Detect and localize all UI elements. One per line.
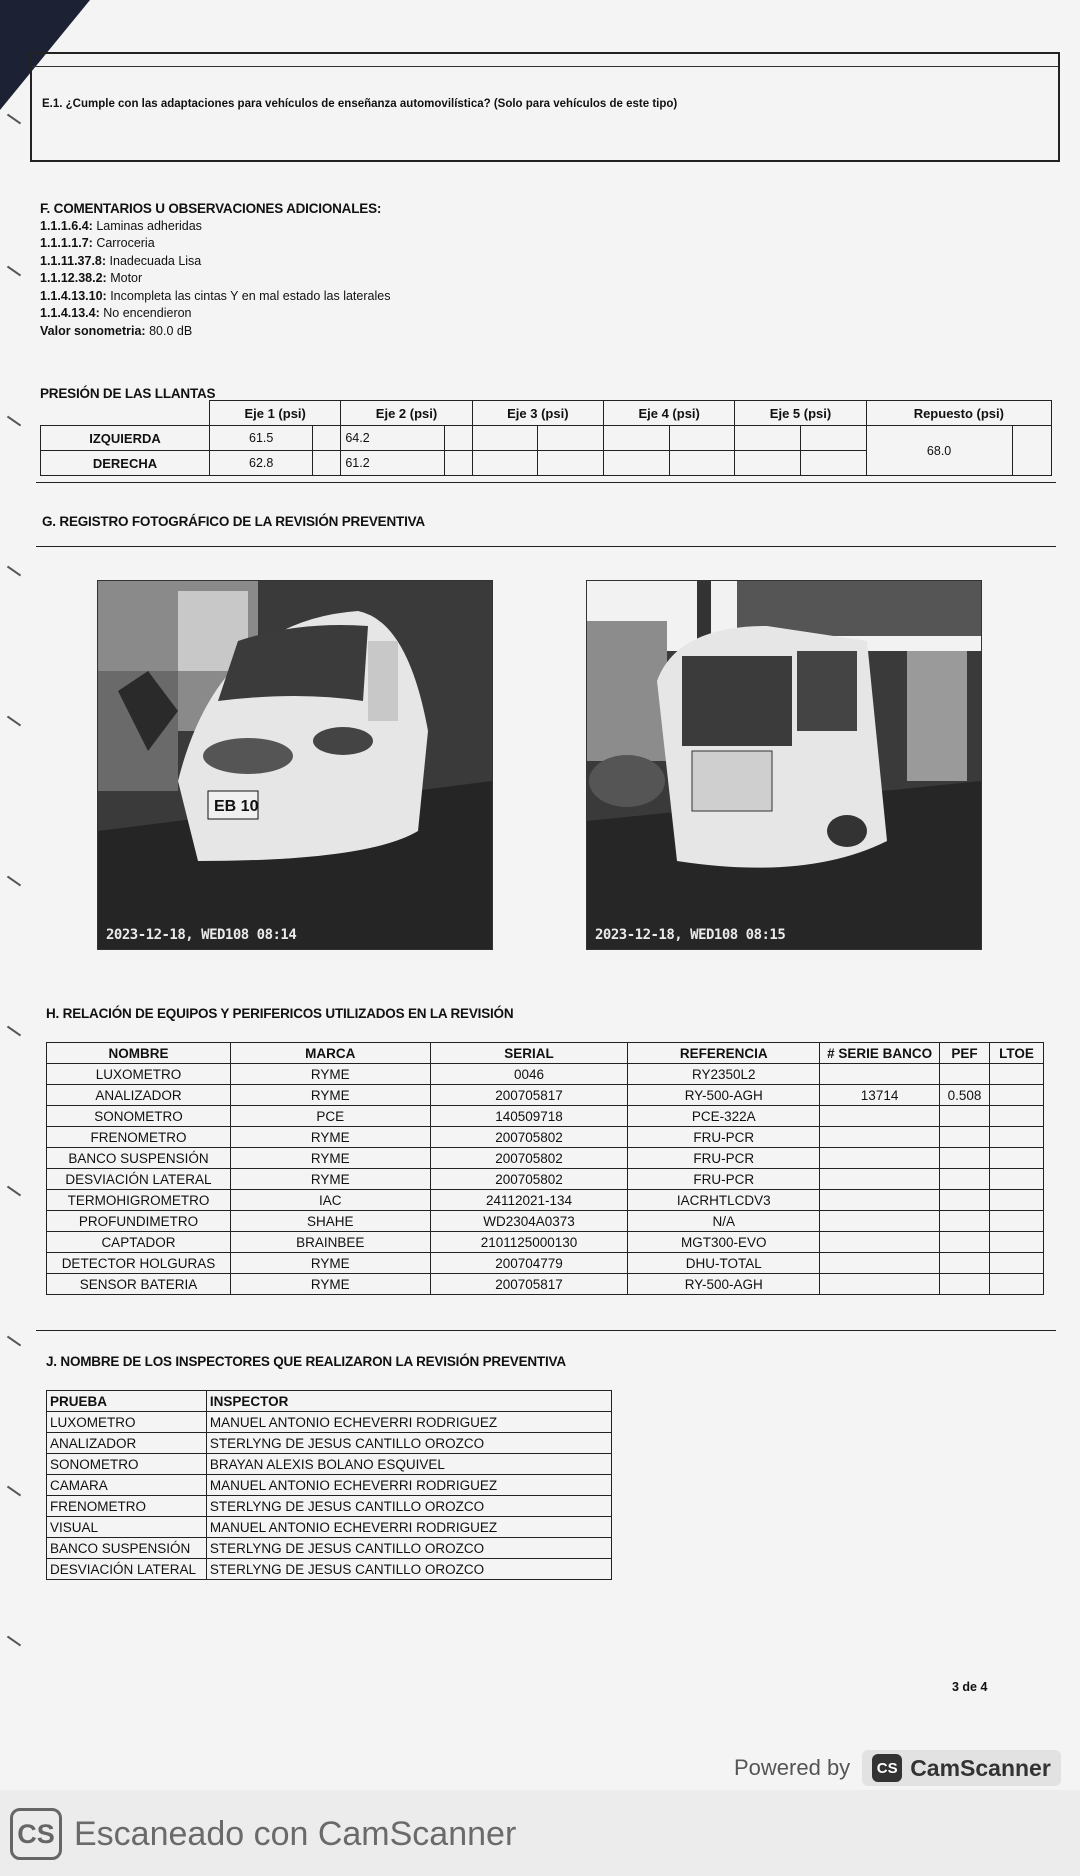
inspector-row <box>47 1454 612 1475</box>
equipment-cell: DESVIACIÓN LATERAL <box>47 1169 231 1190</box>
equipment-cell: LUXOMETRO <box>47 1064 231 1085</box>
equipment-cell <box>820 1148 940 1169</box>
inspector-test: BANCO SUSPENSIÓN <box>47 1538 207 1559</box>
vehicle-front-photo <box>98 581 492 949</box>
equipment-cell: RYME <box>230 1127 430 1148</box>
equipment-cell <box>989 1169 1043 1190</box>
equipment-cell: RYME <box>230 1253 430 1274</box>
tire-header: Eje 5 (psi) <box>735 401 866 426</box>
equipment-cell: 200705817 <box>430 1274 628 1295</box>
inspector-row <box>47 1412 612 1433</box>
inspectors-table <box>46 1390 612 1580</box>
inspector-row <box>47 1538 612 1559</box>
section-e-question: E.1. ¿Cumple con las adaptaciones para vehículos de enseñanza automovilística? (Solo para vehículos de este tipo) <box>42 98 678 110</box>
camscanner-badge <box>862 1750 1061 1786</box>
equipment-cell: FRU-PCR <box>628 1127 820 1148</box>
camscanner-logo-icon: CS <box>872 1754 902 1782</box>
inspector-name: STERLYNG DE JESUS CANTILLO OROZCO <box>206 1538 611 1559</box>
inspector-name: BRAYAN ALEXIS BOLANO ESQUIVEL <box>206 1454 611 1475</box>
equipment-row <box>47 1085 1044 1106</box>
equipment-cell: RYME <box>230 1064 430 1085</box>
equipment-cell: BRAINBEE <box>230 1232 430 1253</box>
equipment-cell <box>820 1190 940 1211</box>
equipment-cell: RYME <box>230 1085 430 1106</box>
equipment-cell: 2101125000130 <box>430 1232 628 1253</box>
sonometria-value: Valor sonometria: 80.0 dB <box>40 323 193 338</box>
inspector-name: STERLYNG DE JESUS CANTILLO OROZCO <box>206 1433 611 1454</box>
spare-value: 68.0 <box>866 426 1012 476</box>
photo-timestamp: 2023-12-18, WED108 08:14 <box>106 927 297 943</box>
tire-pressure-table <box>40 400 1052 476</box>
equipment-cell <box>820 1127 940 1148</box>
inspector-row <box>47 1496 612 1517</box>
equipment-cell <box>989 1253 1043 1274</box>
equipment-cell <box>940 1211 990 1232</box>
observation-item: 1.1.1.6.4: Laminas adheridas <box>40 218 202 233</box>
equipment-header: NOMBRE <box>47 1043 231 1064</box>
equipment-cell <box>940 1232 990 1253</box>
plate-text: EB 10 <box>214 798 259 815</box>
camscanner-brand: CamScanner <box>910 1754 1051 1781</box>
equipment-cell: RYME <box>230 1274 430 1295</box>
page-number: 3 de 4 <box>952 1680 988 1694</box>
tire-header: Eje 2 (psi) <box>341 401 472 426</box>
equipment-cell <box>940 1064 990 1085</box>
tire-header: Repuesto (psi) <box>866 401 1051 426</box>
equipment-cell: 0.508 <box>940 1085 990 1106</box>
equipment-cell: ANALIZADOR <box>47 1085 231 1106</box>
equipment-header: MARCA <box>230 1043 430 1064</box>
observation-item: 1.1.1.1.7: Carroceria <box>40 236 155 250</box>
tire-row-label: IZQUIERDA <box>41 426 210 451</box>
equipment-cell: 200705802 <box>430 1169 628 1190</box>
camscanner-footer-logo-icon: CS <box>10 1808 62 1860</box>
equipment-cell: RY2350L2 <box>628 1064 820 1085</box>
equipment-header: REFERENCIA <box>628 1043 820 1064</box>
equipment-row <box>47 1253 1044 1274</box>
inspector-header: INSPECTOR <box>206 1391 611 1412</box>
equipment-cell: 140509718 <box>430 1106 628 1127</box>
equipment-cell <box>940 1253 990 1274</box>
section-f-observations <box>40 200 390 340</box>
equipment-cell: FRU-PCR <box>628 1148 820 1169</box>
tire-value: 64.2 <box>341 426 444 451</box>
equipment-cell: FRENOMETRO <box>47 1127 231 1148</box>
equipment-cell: 200705802 <box>430 1127 628 1148</box>
inspector-test: LUXOMETRO <box>47 1412 207 1433</box>
equipment-cell <box>820 1106 940 1127</box>
equipment-header: SERIAL <box>430 1043 628 1064</box>
inspector-name: STERLYNG DE JESUS CANTILLO OROZCO <box>206 1559 611 1580</box>
powered-by-watermark <box>734 1746 1061 1790</box>
equipment-cell: MGT300-EVO <box>628 1232 820 1253</box>
equipment-cell <box>989 1232 1043 1253</box>
inspector-test: FRENOMETRO <box>47 1496 207 1517</box>
equipment-cell <box>820 1064 940 1085</box>
equipment-cell: N/A <box>628 1211 820 1232</box>
inspector-row <box>47 1517 612 1538</box>
inspector-test: DESVIACIÓN LATERAL <box>47 1559 207 1580</box>
equipment-cell: FRU-PCR <box>628 1169 820 1190</box>
observation-item: 1.1.4.13.4: No encendieron <box>40 306 192 320</box>
equipment-cell: 13714 <box>820 1085 940 1106</box>
equipment-cell: 200705817 <box>430 1085 628 1106</box>
inspector-row <box>47 1559 612 1580</box>
inspector-test: VISUAL <box>47 1517 207 1538</box>
inspector-name: MANUEL ANTONIO ECHEVERRI RODRIGUEZ <box>206 1475 611 1496</box>
equipment-cell <box>989 1064 1043 1085</box>
section-e-box <box>30 52 1060 162</box>
equipment-cell <box>820 1274 940 1295</box>
equipment-header: LTOE <box>989 1043 1043 1064</box>
tire-row-label: DERECHA <box>41 451 210 476</box>
equipment-cell: PROFUNDIMETRO <box>47 1211 231 1232</box>
equipment-cell <box>989 1085 1043 1106</box>
equipment-cell <box>820 1253 940 1274</box>
section-h-title: H. RELACIÓN DE EQUIPOS Y PERIFERICOS UTILIZADOS EN LA REVISIÓN <box>46 1006 514 1021</box>
tires-title: PRESIÓN DE LAS LLANTAS <box>40 386 216 401</box>
tire-value: 61.2 <box>341 451 444 476</box>
equipment-cell: 200704779 <box>430 1253 628 1274</box>
equipment-row <box>47 1106 1044 1127</box>
equipment-cell <box>989 1148 1043 1169</box>
equipment-row <box>47 1127 1044 1148</box>
inspector-header: PRUEBA <box>47 1391 207 1412</box>
equipment-row <box>47 1232 1044 1253</box>
inspector-row <box>47 1433 612 1454</box>
scan-footer-text: Escaneado con CamScanner <box>74 1814 517 1853</box>
equipment-cell <box>940 1106 990 1127</box>
equipment-cell: RY-500-AGH <box>628 1274 820 1295</box>
equipment-table <box>46 1042 1044 1295</box>
equipment-cell <box>989 1274 1043 1295</box>
section-g-title: G. REGISTRO FOTOGRÁFICO DE LA REVISIÓN PREVENTIVA <box>42 514 425 529</box>
inspector-name: STERLYNG DE JESUS CANTILLO OROZCO <box>206 1496 611 1517</box>
equipment-row <box>47 1274 1044 1295</box>
equipment-cell: PCE <box>230 1106 430 1127</box>
photo-rear <box>586 580 982 950</box>
equipment-cell: 24112021-134 <box>430 1190 628 1211</box>
inspector-test: ANALIZADOR <box>47 1433 207 1454</box>
observation-item: 1.1.4.13.10: Incompleta las cintas Y en mal estado las laterales <box>40 288 391 303</box>
equipment-cell <box>940 1148 990 1169</box>
equipment-cell <box>989 1211 1043 1232</box>
equipment-cell: 0046 <box>430 1064 628 1085</box>
equipment-cell: SHAHE <box>230 1211 430 1232</box>
section-f-title: F. COMENTARIOS U OBSERVACIONES ADICIONALES: <box>40 201 382 216</box>
equipment-cell <box>820 1232 940 1253</box>
equipment-cell: DHU-TOTAL <box>628 1253 820 1274</box>
equipment-cell: CAPTADOR <box>47 1232 231 1253</box>
equipment-cell <box>940 1127 990 1148</box>
equipment-cell: IAC <box>230 1190 430 1211</box>
equipment-row <box>47 1148 1044 1169</box>
equipment-cell: WD2304A0373 <box>430 1211 628 1232</box>
observation-item: 1.1.11.37.8: Inadecuada Lisa <box>40 253 202 268</box>
equipment-header: # SERIE BANCO <box>820 1043 940 1064</box>
equipment-cell: RY-500-AGH <box>628 1085 820 1106</box>
equipment-cell: DETECTOR HOLGURAS <box>47 1253 231 1274</box>
equipment-cell: RYME <box>230 1169 430 1190</box>
tire-header: Eje 3 (psi) <box>472 401 603 426</box>
equipment-cell: TERMOHIGROMETRO <box>47 1190 231 1211</box>
equipment-cell: RYME <box>230 1148 430 1169</box>
equipment-cell: SENSOR BATERIA <box>47 1274 231 1295</box>
equipment-cell <box>989 1106 1043 1127</box>
equipment-cell <box>820 1211 940 1232</box>
equipment-cell <box>820 1169 940 1190</box>
equipment-cell: PCE-322A <box>628 1106 820 1127</box>
equipment-cell: IACRHTLCDV3 <box>628 1190 820 1211</box>
vehicle-rear-photo <box>587 581 981 949</box>
observation-item: 1.1.12.38.2: Motor <box>40 271 143 285</box>
tire-value: 62.8 <box>210 451 313 476</box>
equipment-row <box>47 1211 1044 1232</box>
equipment-cell: BANCO SUSPENSIÓN <box>47 1148 231 1169</box>
equipment-cell: SONOMETRO <box>47 1106 231 1127</box>
equipment-cell <box>940 1190 990 1211</box>
tire-value: 61.5 <box>210 426 313 451</box>
tire-header: Eje 1 (psi) <box>210 401 341 426</box>
equipment-cell <box>940 1169 990 1190</box>
equipment-cell <box>989 1190 1043 1211</box>
inspector-row <box>47 1475 612 1496</box>
section-j-title: J. NOMBRE DE LOS INSPECTORES QUE REALIZARON LA REVISIÓN PREVENTIVA <box>46 1354 566 1369</box>
inspector-name: MANUEL ANTONIO ECHEVERRI RODRIGUEZ <box>206 1517 611 1538</box>
scan-footer <box>10 1808 516 1860</box>
inspector-test: CAMARA <box>47 1475 207 1496</box>
equipment-header: PEF <box>940 1043 990 1064</box>
equipment-cell <box>940 1274 990 1295</box>
photo-front <box>97 580 493 950</box>
equipment-row <box>47 1064 1044 1085</box>
equipment-cell: 200705802 <box>430 1148 628 1169</box>
equipment-row <box>47 1190 1044 1211</box>
tire-header: Eje 4 (psi) <box>604 401 735 426</box>
equipment-cell <box>989 1127 1043 1148</box>
photo-timestamp: 2023-12-18, WED108 08:15 <box>595 927 786 943</box>
equipment-row <box>47 1169 1044 1190</box>
inspector-test: SONOMETRO <box>47 1454 207 1475</box>
inspector-name: MANUEL ANTONIO ECHEVERRI RODRIGUEZ <box>206 1412 611 1433</box>
powered-by-label: Powered by <box>734 1755 851 1780</box>
